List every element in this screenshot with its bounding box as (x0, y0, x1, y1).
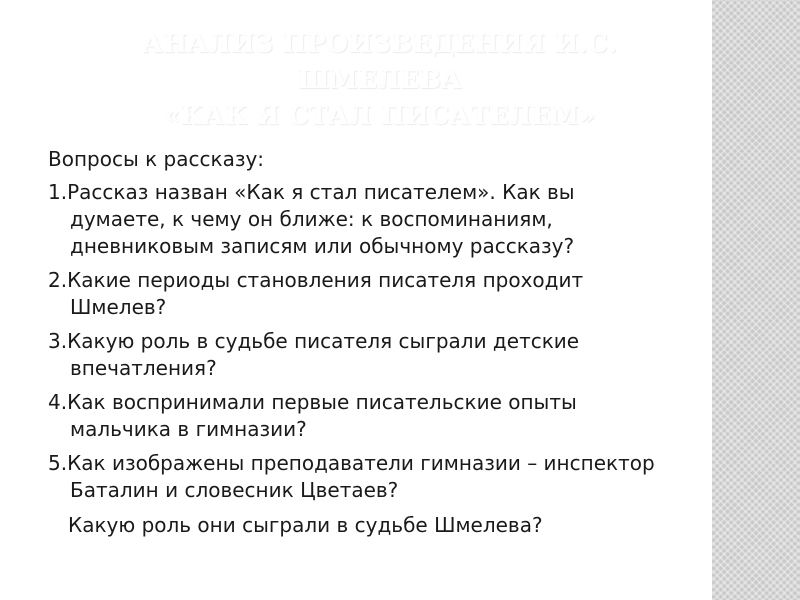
question-4: 4.Как воспринимали первые писательские опыты мальчика в гимназии? (48, 390, 577, 441)
question-1: 1.Рассказ назван «Как я стал писателем». Как вы думаете, к чему он ближе: к воспоминаниям, дневниковым записям или обычному рассказу? (48, 180, 575, 258)
title-line-1: АНАЛИЗ ПРОИЗВЕДЕНИЯ И.С. (142, 29, 618, 58)
questions-heading: Вопросы к рассказу: (48, 147, 265, 171)
question-2: 2.Какие периоды становления писателя проходит Шмелев? (48, 268, 584, 319)
closing-question: Какую роль они сыграли в судьбе Шмелева? (68, 513, 543, 537)
slide-title (60, 26, 700, 134)
title-line-2: ШМЕЛЕВА (297, 65, 463, 94)
question-5: 5.Как изображены преподаватели гимназии – инспектор Баталин и словесник Цветаев? (48, 451, 655, 502)
question-3: 3.Какую роль в судьбе писателя сыграли детские впечатления? (48, 329, 580, 380)
decorative-side-panel (712, 0, 800, 600)
slide-content (48, 146, 668, 539)
title-line-3: «КАК Я СТАЛ ПИСАТЕЛЕМ» (164, 101, 596, 130)
